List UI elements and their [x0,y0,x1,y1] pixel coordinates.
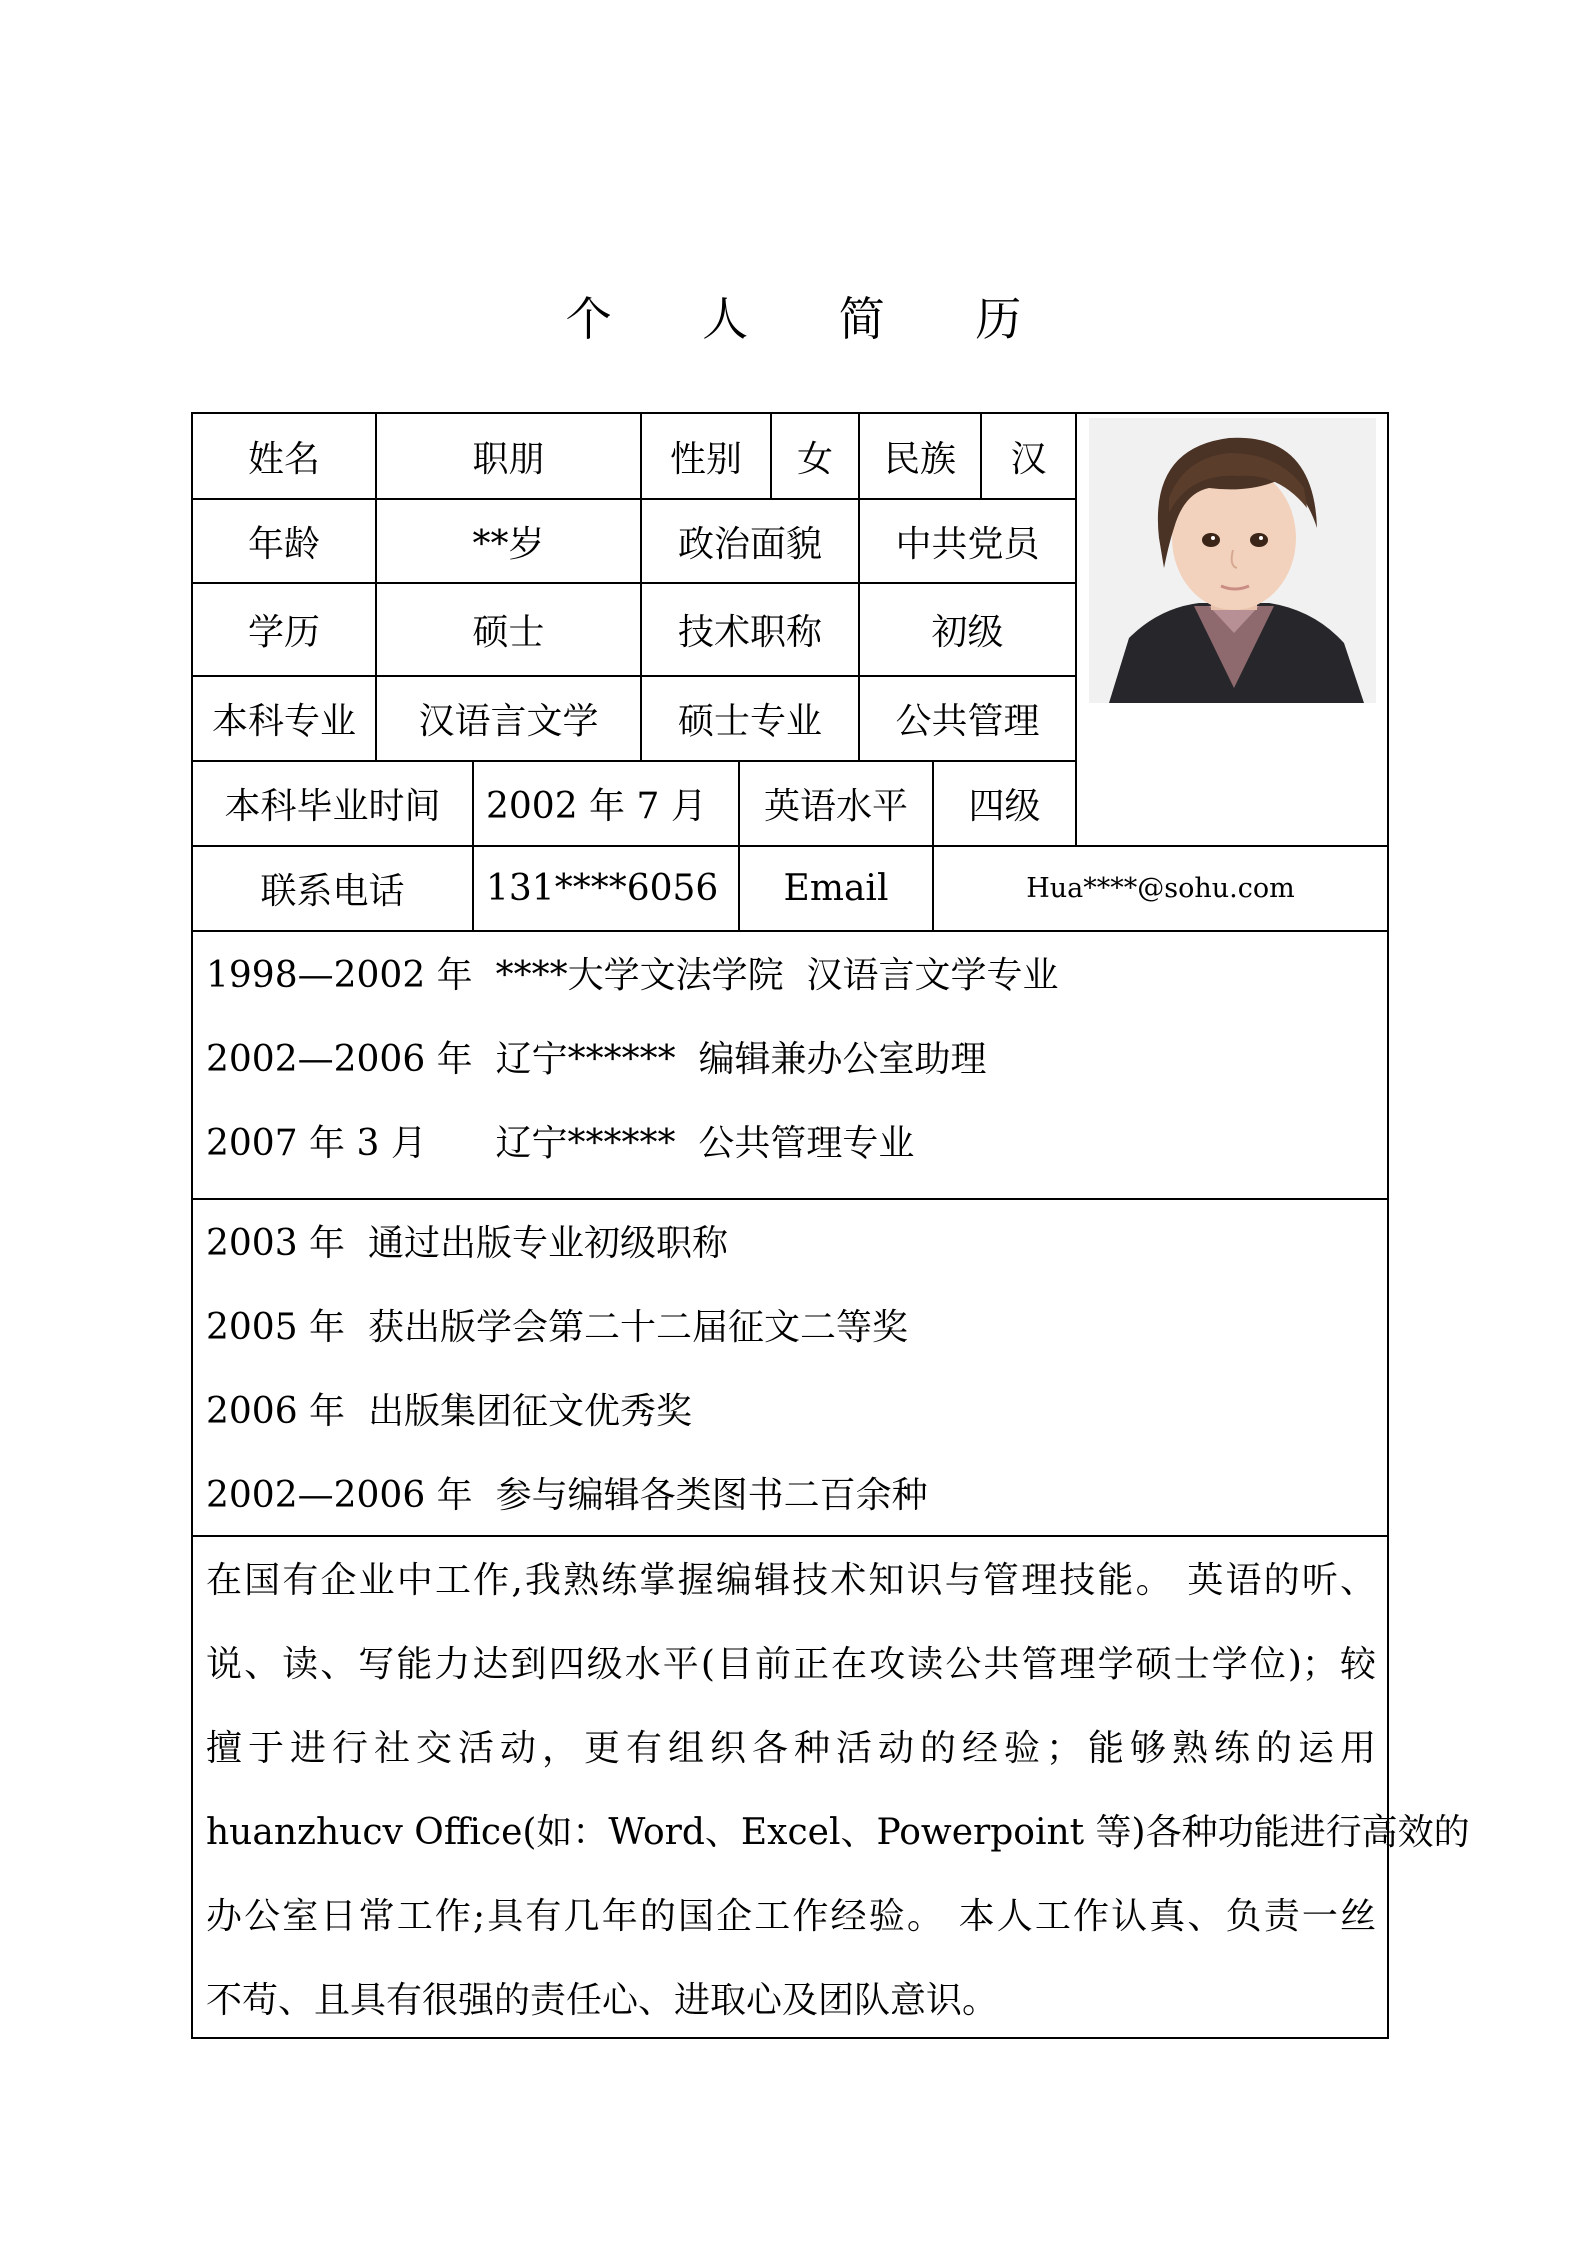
section-divider [191,1535,1389,1537]
tech-title-value: 初级 [931,612,1004,653]
row-divider [191,930,1389,932]
col-divider [1075,412,1077,845]
age-label: 年龄 [247,523,320,565]
political-value: 中共党员 [895,523,1040,565]
self-evaluation-line: 不苟、且具有很强的责任心、进取心及团队意识。 [206,1980,999,2021]
self-evaluation-line: 办公室日常工作;具有几年的国企工作经验。 本人工作认真、负责一丝 [206,1896,1376,1937]
education-history-item: 2007 年 3 月 辽宁****** 公共管理专业 [206,1123,915,1164]
master-major-label: 硕士专业 [677,701,822,742]
ethnicity-value: 汉 [1010,438,1047,480]
phone-label: 联系电话 [260,871,405,912]
ethnicity-label: 民族 [883,438,956,480]
self-evaluation-line: huanzhucv Office(如：Word、Excel、Powerpoint 等)各种功能进行高效的 [206,1812,1470,1853]
education-history-item: 1998—2002 年 ****大学文法学院 汉语言文学专业 [206,955,1059,996]
child-portrait-photo-icon [1089,418,1376,703]
education-history-item: 2002—2006 年 辽宁****** 编辑兼办公室助理 [206,1039,987,1080]
achievement-item: 2005 年 获出版学会第二十二届征文二等奖 [206,1307,908,1348]
self-evaluation-line: 擅于进行社交活动，更有组织各种活动的经验；能够熟练的运用 [206,1728,1376,1769]
achievement-item: 2002—2006 年 参与编辑各类图书二百余种 [206,1475,928,1516]
education-value: 硕士 [472,612,545,653]
age-value: **岁 [472,523,545,565]
achievement-item: 2006 年 出版集团征文优秀奖 [206,1391,692,1432]
gender-label: 性别 [669,438,742,480]
master-major-value: 公共管理 [895,701,1040,742]
political-label: 政治面貌 [677,523,822,565]
undergrad-major-label: 本科专业 [211,701,356,742]
english-label: 英语水平 [763,786,908,827]
grad-time-value: 2002 年 7 月 [486,786,707,827]
achievement-item: 2003 年 通过出版专业初级职称 [206,1223,728,1264]
english-value: 四级 [968,786,1041,827]
section-divider [191,1198,1389,1200]
gender-value: 女 [796,438,833,480]
name-value: 职朋 [472,438,545,480]
self-evaluation-line: 在国有企业中工作,我熟练掌握编辑技术知识与管理技能。 英语的听、 [206,1560,1376,1601]
education-label: 学历 [247,612,320,653]
page-title: 个 人 简 历 [565,292,1060,346]
portrait-photo [1089,418,1376,703]
self-evaluation-line: 说、读、写能力达到四级水平(目前正在攻读公共管理学硕士学位)；较 [206,1644,1376,1685]
email-value: Hua****@sohu.com [1026,873,1295,904]
phone-value: 131****6056 [486,868,719,909]
name-label: 姓名 [247,438,320,480]
undergrad-major-value: 汉语言文学 [418,701,599,742]
grad-time-label: 本科毕业时间 [224,786,441,827]
tech-title-label: 技术职称 [677,612,822,653]
email-label: Email [783,868,889,909]
